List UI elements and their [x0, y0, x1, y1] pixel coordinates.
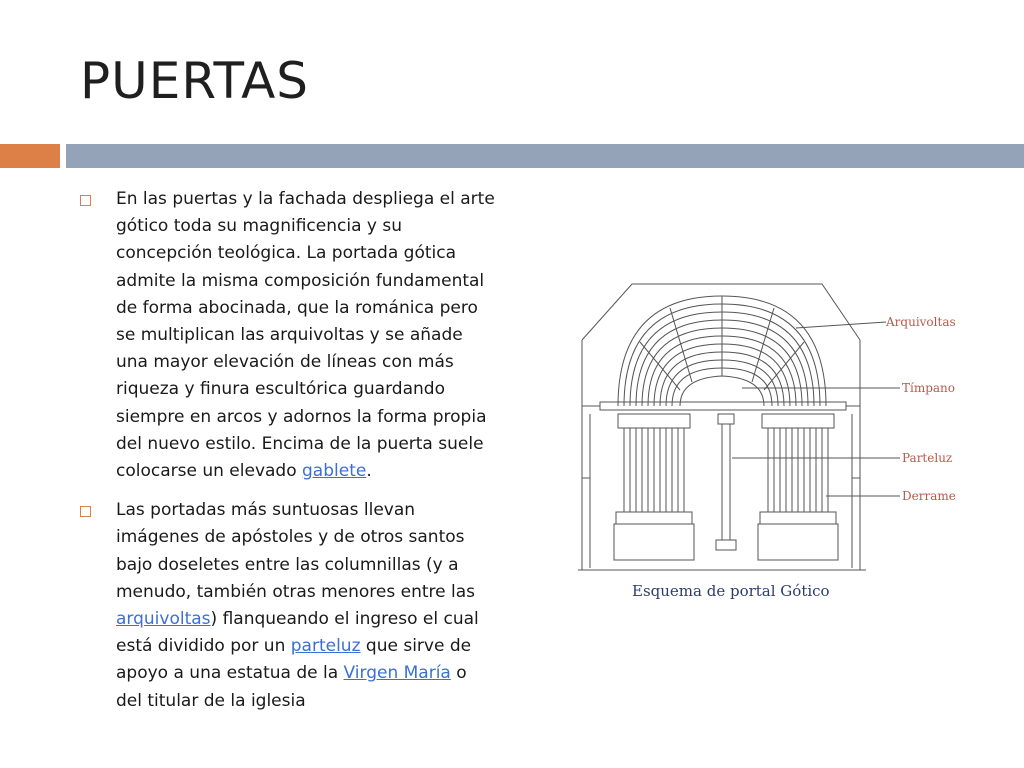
gothic-portal-diagram [570, 278, 970, 608]
accent-bar-orange [0, 144, 60, 168]
label-arquivoltas: Arquivoltas [886, 315, 956, 329]
bullet-2-text-a: Las portadas más suntuosas llevan imágenes de apóstoles y de otros santos bajo doseletes entre las columnillas (y a menudo, también otras menores entre las [116, 500, 476, 602]
bullet-2-text-c: que sirve de apoyo a una estatua de la [116, 636, 472, 684]
link-arquivoltas[interactable]: arquivoltas [116, 609, 211, 630]
accent-bar-gray [66, 144, 1024, 168]
square-bullet-icon [80, 195, 91, 206]
label-derrame: Derrame [902, 489, 956, 503]
slide-title: PUERTAS [80, 52, 310, 110]
diagram-caption: Esquema de portal Gótico [632, 582, 830, 600]
bullet-item-2 [76, 497, 496, 715]
link-virgen-maria[interactable]: Virgen María [343, 663, 451, 684]
bullet-2-text-b: ) flanqueando el ingreso el cual está dividido por un [116, 609, 479, 657]
bullet-1-text: En las puertas y la fachada despliega el arte gótico toda su magnificencia y su concepción teológica. La portada gótica admite la misma composición fundamental de forma abocinada, que la románica pero se multiplican las arquivoltas y se añade una mayor elevación de líneas con más riqueza y finura escultórica guardando siempre en arcos y adornos la forma propia del nuevo estilo. Encima de la puerta suele colocarse un elevado [116, 189, 495, 482]
bullet-list [76, 186, 496, 727]
link-parteluz[interactable]: parteluz [290, 636, 361, 657]
label-timpano: Tímpano [902, 381, 956, 395]
label-parteluz: Parteluz [902, 451, 953, 465]
bullet-2-text-d: o del titular de la iglesia [116, 663, 467, 711]
bullet-1-text-end: . [366, 461, 372, 482]
bullet-item-1 [76, 186, 496, 485]
square-bullet-icon [80, 506, 91, 517]
link-gablete[interactable]: gablete [302, 461, 367, 482]
